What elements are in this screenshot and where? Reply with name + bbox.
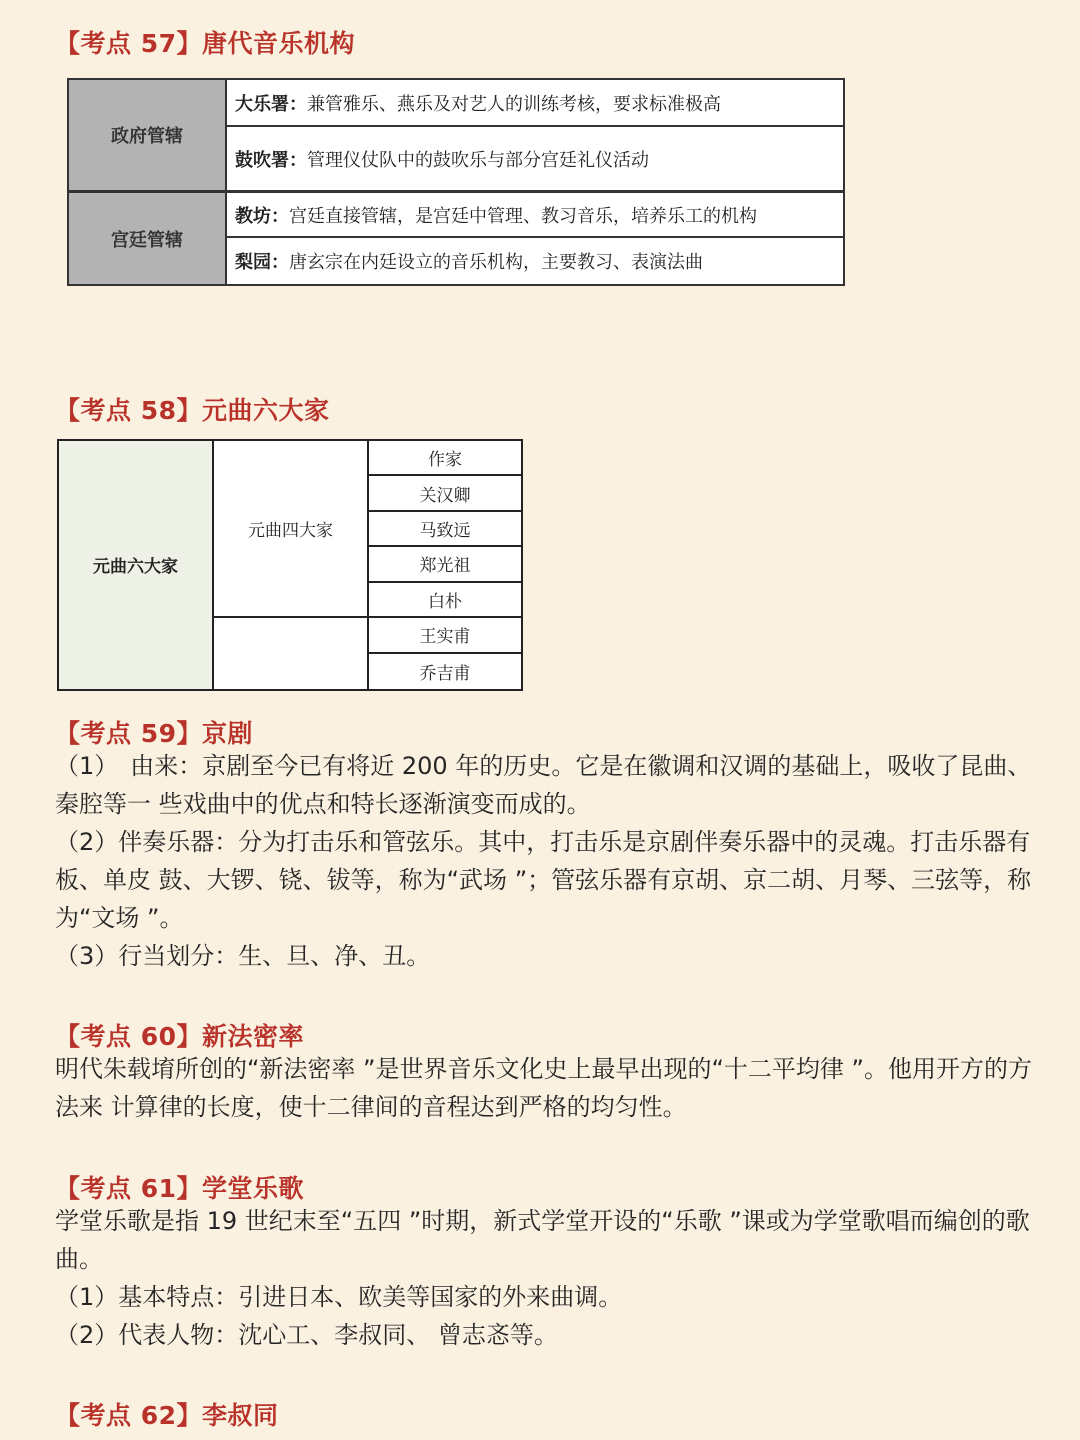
yuanqu-table — [57, 439, 523, 691]
section-heading-57: 【考点 57】唐代音乐机构 — [55, 29, 355, 58]
section-body-59 — [55, 747, 1045, 975]
section-heading-62: 【考点 62】李叔同 — [55, 1401, 279, 1430]
table-row — [227, 238, 843, 284]
section-body-60 — [55, 1050, 1045, 1126]
table-row — [227, 127, 843, 193]
table-row — [227, 80, 843, 127]
table-cell: 关汉卿 — [369, 476, 521, 511]
section-heading-59: 【考点 59】京剧 — [55, 719, 253, 748]
section-heading-61: 【考点 61】学堂乐歌 — [55, 1174, 304, 1203]
table-cell: 郑光祖 — [369, 547, 521, 582]
row-term: 大乐署： — [235, 93, 307, 115]
paragraph: 学堂乐歌是指 19 世纪末至“五四 ”时期，新式学堂开设的“乐歌 ”课或为学堂歌唱而编创的歌曲。 — [55, 1207, 1030, 1273]
section-heading-58: 【考点 58】元曲六大家 — [55, 396, 330, 425]
paragraph: （2）伴奏乐器：分为打击乐和管弦乐。其中，打击乐是京剧伴奏乐器中的灵魂。打击乐器有板、单皮 鼓、大锣、铙、钹等，称为“武场 ”；管弦乐器有京胡、京二胡、月琴、三弦等，称为“文场 ”。 — [55, 828, 1032, 932]
table-row — [227, 193, 843, 238]
empty-cell — [214, 618, 369, 689]
section-heading-60: 【考点 60】新法密率 — [55, 1022, 304, 1051]
table-cell: 作家 — [369, 441, 521, 476]
table-cell: 白朴 — [369, 583, 521, 618]
row-term: 鼓吹署： — [235, 149, 307, 171]
row-term: 教坊： — [235, 205, 289, 227]
row-term: 梨园： — [235, 252, 289, 273]
row-desc: 管理仪仗队中的鼓吹乐与部分宫廷礼仪活动 — [307, 149, 649, 171]
section-body-61 — [55, 1202, 1045, 1354]
table-cell: 王实甫 — [369, 618, 521, 653]
paragraph: （1）基本特点：引进日本、欧美等国家的外来曲调。 — [55, 1283, 623, 1311]
row-desc: 宫廷直接管辖，是宫廷中管理、教习音乐，培养乐工的机构 — [289, 205, 757, 227]
table-cell: 乔吉甫 — [419, 663, 471, 684]
paragraph: （2）代表人物：沈心工、李叔同、 曾志忞等。 — [55, 1321, 558, 1349]
category-government: 政府管辖 — [69, 80, 227, 193]
paragraph: （1） 由来：京剧至今已有将近 200 年的历史。它是在徽调和汉调的基础上，吸收了昆曲、秦腔等一 些戏曲中的优点和特长逐渐演变而成的。 — [55, 752, 1032, 818]
row-desc: 唐玄宗在内廷设立的音乐机构，主要教习、表演法曲 — [289, 252, 703, 273]
table-cell: 马致远 — [369, 512, 521, 547]
paragraph: 明代朱载堉所创的“新法密率 ”是世界音乐文化史上最早出现的“十二平均律 ”。他用开方的方法来 计算律的长度，使十二律间的音程达到严格的均匀性。 — [55, 1055, 1032, 1121]
category-court: 宫廷管辖 — [69, 193, 227, 284]
music-institutions-table — [67, 78, 845, 286]
subgroup-label: 元曲四大家 — [214, 441, 369, 618]
paragraph: （3）行当划分：生、旦、净、丑。 — [55, 942, 431, 970]
group-label: 元曲六大家 — [59, 441, 214, 689]
row-desc: 兼管雅乐、燕乐及对艺人的训练考核，要求标准极高 — [307, 93, 721, 115]
